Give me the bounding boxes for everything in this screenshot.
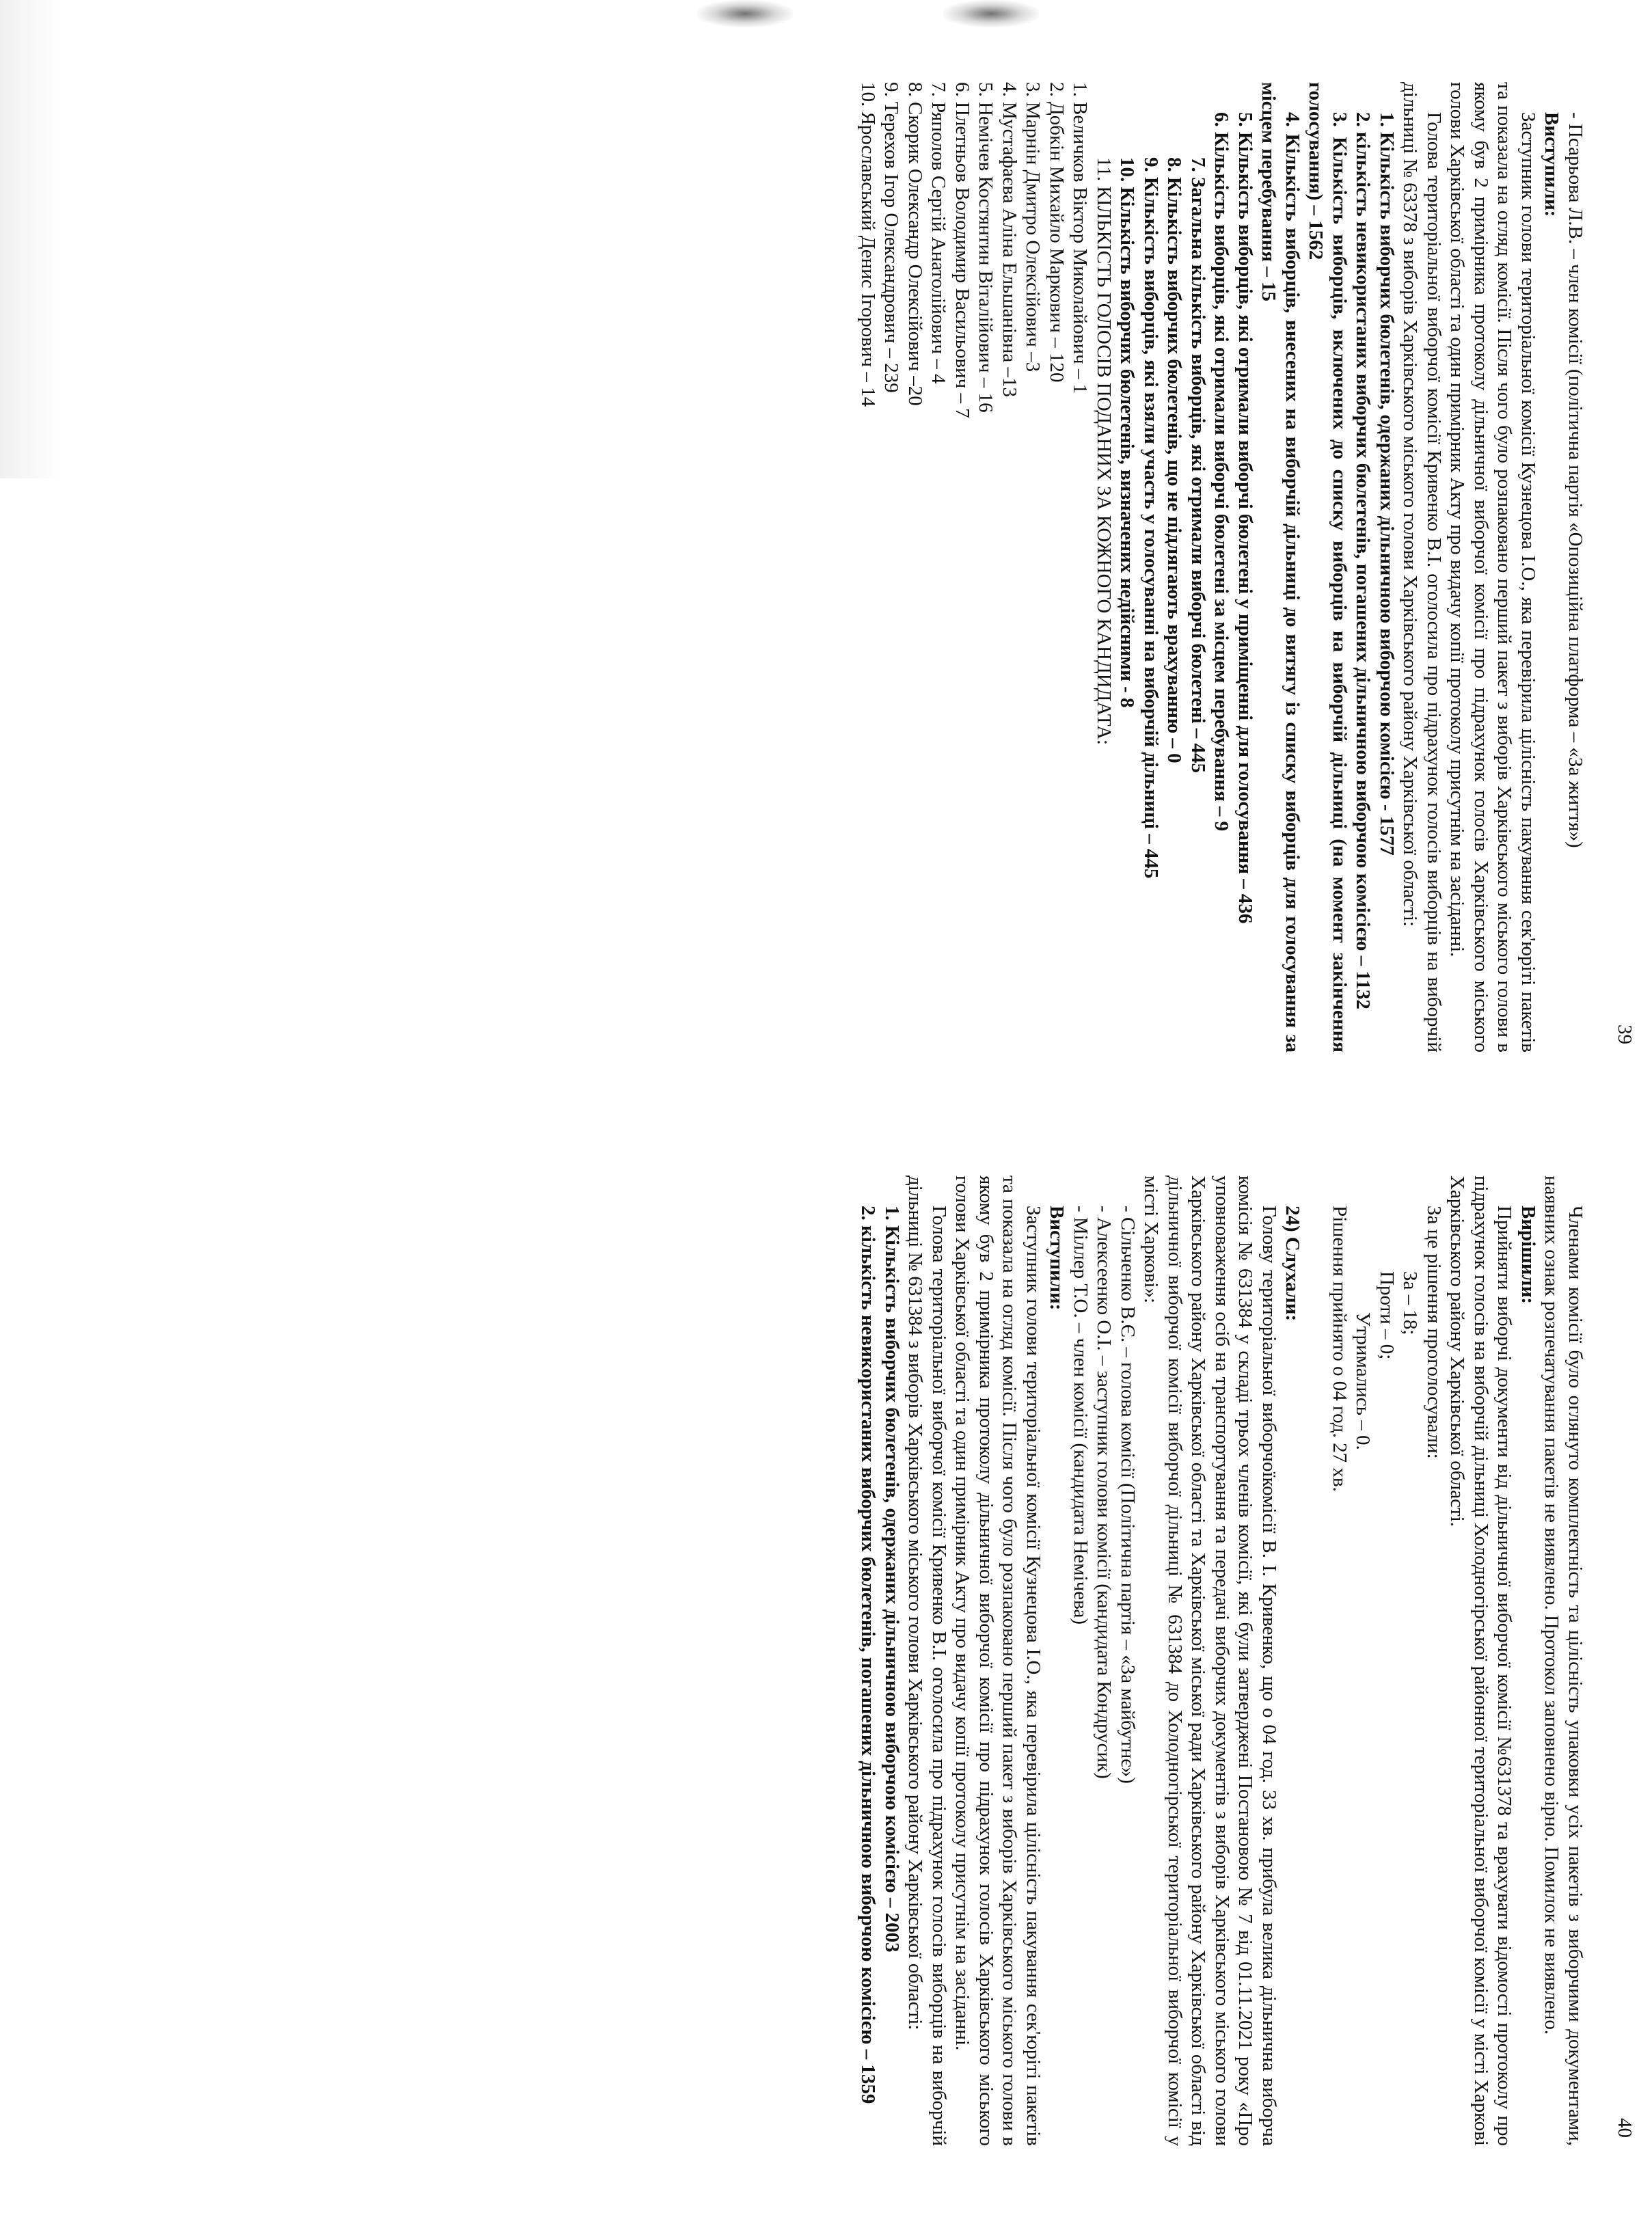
text-line: 3. Марнін Дмитро Олексійович –3 <box>1022 82 1044 372</box>
text-line: 6. Плетньов Володимир Васильович – 7 <box>951 82 973 418</box>
text-line: 9. Терехов Ігор Олександрович – 239 <box>880 82 903 393</box>
text-line: - Алексеенко О.І. – заступник голови комісії (кандидата Кондрусик) <box>1093 1206 1115 1779</box>
page-right <box>49 1176 1636 2146</box>
page-left <box>49 82 1636 1052</box>
text-line: Прийняти виборчі документи від дільничної виборчої комісії №631378 та врахувати відомості протоколу про підрахунок голосів на виборчій дільниці Холодногірської районної територіальної виборчої комісії у місті Харкові Харківського району Харківської області. <box>1446 1176 1516 2146</box>
text-line: Утримались – 0. <box>1352 1312 1375 1450</box>
text-line: 9. Кількість виборців, які взяли участь у голосуванні на виборчій дільниці – 445 <box>1140 157 1162 879</box>
text-line: Проти – 0; <box>1376 1271 1398 1360</box>
page-body <box>856 1176 1587 2146</box>
page-number: 40 <box>1614 2118 1636 2138</box>
text-line: За – 18; <box>1399 1271 1422 1335</box>
text-line: Голова територіальної виборчої комісії Кривенко В.І. оголосила про підрахунок голосів виборців на виборчій дільниці № 63378 з виборів Харківського міського голови Харківського району Харківської області: <box>1399 82 1445 1052</box>
text-line: Виступили: <box>1046 1206 1068 1311</box>
text-line: 1. Кількість виборчих бюлетенів, одержаних дільничною виборчою комісією - 1577 <box>1376 112 1398 856</box>
text-line: Виступили: <box>1541 112 1563 217</box>
text-line: Голова територіальної виборчої комісії Кривенко В.І. оголосила про підрахунок голосів виборців на виборчій дільниці № 631384 з виборів Харківського міського голови Харківського району Харківської області: <box>904 1176 950 2146</box>
text-line: 4. Кількість виборців, внесених на виборчій дільниці до витягу із списку виборців для голосування за місцем перебування – 15 <box>1258 82 1303 1052</box>
text-line: 3. Кількість виборців, включених до списку виборців на виборчій дільниці (на момент закінчення голосування) – 1562 <box>1305 82 1351 1052</box>
text-line: 6. Кількість виборців, які отримали виборчі бюлетені за місцем перебування – 9 <box>1210 112 1233 832</box>
text-line: 7. Ряполов Сергій Анатолійович – 4 <box>927 82 950 384</box>
text-line: 11. КІЛЬКІСТЬ ГОЛОСІВ ПОДАНИХ ЗА КОЖНОГО КАНДИДАТА: <box>1093 157 1115 746</box>
text-line: Заступник голови територіальної комісії Кузнецова І.О., яка перевірила цілісність пакування сек'юріті пакетів та показала на огляд комісії. Після чого було розпаковано перший пакет з виборів Харківського міського голови в якому був 2 примірника протоколу дільничної виборчої комісії про підрахунок голосів Харківського міського голови Харківської області та один примірник Акту про видачу копії протоколу присутнім на засіданні. <box>1446 82 1539 1052</box>
text-line <box>1305 1176 1328 2146</box>
text-line: 8. Скорик Олександр Олексійович –20 <box>904 82 926 406</box>
text-line: За це рішення проголосували: <box>1423 1206 1445 1459</box>
text-line: 5. Кількість виборців, які отримали виборчі бюлетені у приміщенні для голосування – 436 <box>1234 112 1256 924</box>
text-line: Членами комісії було оглянуто комплектність та цілісність упаковки усіх пакетів з виборчими документами, наявних ознак розпечатування пакетів не виявлено. Протокол заповнено вірно. Помилок не виявлено. <box>1541 1176 1586 2146</box>
page-body <box>856 82 1588 1052</box>
text-line: Заступник голови територіальної комісії Кузнецова І.О., яка перевірила цілісність пакування сек'юріті пакетів та показала на огляд комісії. Після чого було розпаковано перший пакет з виборів Харківського міського голови в якому був 2 примірника протоколу дільничної виборчої комісії про підрахунок голосів Харківського міського голови Харківської області та один примірник Акту про видачу копії протоколу присутнім на засіданні. <box>951 1176 1044 2146</box>
text-line: 2. кількість невикористаних виборчих бюлетенів, погашених дільничною виборчою комісією – 1359 <box>857 1206 880 2104</box>
text-line: - Псарьова Л.В. – член комісії (політична партія «Опозиційна платформа – «За життя») <box>1565 112 1586 848</box>
page-number: 39 <box>1614 1024 1636 1044</box>
text-line: 10. Ярославський Денис Ігорович – 14 <box>857 82 879 407</box>
text-line: Рішення прийнято о 04 год. 27 хв. <box>1329 1206 1351 1492</box>
text-line: 1. Величков Віктор Миколайович – 1 <box>1069 82 1092 394</box>
text-line: Вирішили: <box>1517 1206 1539 1305</box>
text-line: 2. кількість невикористаних виборчих бюлетенів, погашених дільничною виборчою комісією – 1132 <box>1352 112 1375 1009</box>
text-line: 24) Слухали: <box>1282 1206 1304 1322</box>
text-line: 1. Кількість виборчих бюлетенів, одержаних дільничною виборчою комісією – 2003 <box>881 1206 903 1953</box>
text-line: 8. Кількість виборчих бюлетенів, що не підлягають врахуванню – 0 <box>1163 157 1186 763</box>
text-line: 10. Кількість виборчих бюлетенів, визначених недійсними - 8 <box>1116 157 1139 708</box>
text-line: 5. Немічев Костянтин Віталійович – 16 <box>975 82 997 413</box>
text-line: Голову територіальної виборчоїкомісії В. І. Кривенко, що о 04 год. 33 хв. прибула велика дільнична виборча комісія № 631384 у складі трьох членів комісії, які були затверджені Постановою № 7 від 01.11.2021 року «Про уповноваження осіб на транспортування та передачі виборчих документів з виборів Харківського міського голови Харківського району Харківської області та Харківської міської ради Харківського району Харківської області від дільничної виборчої комісії виборчої дільниці № 631384 до Холодногірської територіальної виборчої комісії у місті Харкові»: <box>1140 1176 1280 2146</box>
text-line: 4. Мустафаєва Аліна Ельшанівна –13 <box>999 82 1020 398</box>
text-line: - Міллер Т.О. – член комісії (кандидата Немічева) <box>1070 1206 1092 1625</box>
text-line: - Сільченко В.Є. – голова комісії (Політична партія – «За майбутнє») <box>1117 1206 1139 1784</box>
text-line: 2. Добкін Михайло Маркович – 120 <box>1046 82 1068 383</box>
text-line: 7. Загальна кількість виборців, які отримали виборчі бюлетені – 445 <box>1187 157 1209 773</box>
